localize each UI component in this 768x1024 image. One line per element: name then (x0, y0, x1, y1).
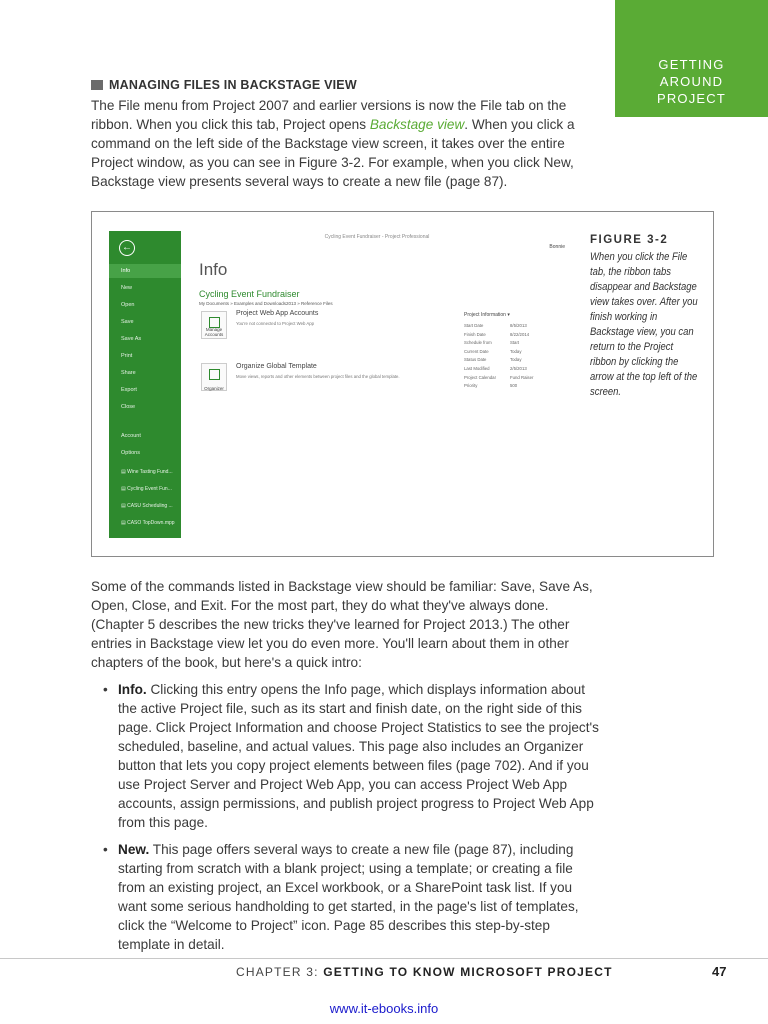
project-info-key: Schedule from (464, 340, 492, 346)
page-number: 47 (712, 964, 727, 979)
section-heading (91, 78, 357, 92)
project-info-row (464, 332, 564, 337)
list-item (100, 840, 600, 954)
project-info-value: 500 (510, 383, 518, 389)
heading-square-icon (91, 80, 103, 90)
project-info-key: Current Date (464, 348, 489, 354)
project-info-row (464, 375, 564, 380)
backstage-sidebar (109, 231, 181, 538)
side-tab-line-3: PROJECT (656, 91, 727, 106)
bullet-term: Info. (118, 682, 147, 697)
project-info-value: Fund Raiser (510, 374, 534, 380)
backstage-menu-item[interactable]: Save As (121, 336, 142, 342)
organizer-icon (209, 369, 220, 380)
backstage-menu-item[interactable]: Print (121, 353, 133, 359)
organize-template-desc: Move views, reports and other elements between project files and the global template. (236, 374, 400, 379)
recent-file-item[interactable]: ▤ Cycling Event Fun... (121, 486, 172, 492)
recent-file-item[interactable]: ▤ CASU Scheduling ... (121, 503, 173, 509)
intro-paragraph (91, 96, 599, 191)
project-info-row (464, 349, 564, 354)
backstage-view-link[interactable]: Backstage view (369, 117, 465, 132)
project-info-key: Start Date (464, 323, 484, 328)
project-info-key: Status Date (464, 357, 487, 363)
backstage-menu-item[interactable]: Close (121, 404, 136, 410)
pwa-accounts-heading: Project Web App Accounts (236, 310, 319, 317)
project-info-key: Last Modified (464, 366, 490, 371)
project-info-key: Priority (464, 383, 478, 389)
bullet-dot: • (103, 842, 108, 857)
project-info-value: 2/5/2013 (510, 366, 527, 371)
bullet-text: This page offers several ways to create a new file (page 87), including starting from scratch with a blank project; using a template; or creating a file from an existing project, an Excel workbook, or a SharePoint task list. If you want some serious handholding to get started, in the page's list of templates, click the “Welcome to Project” icon. Page 85 describes this step-by-step template in detail. (118, 842, 579, 952)
backstage-menu-item[interactable]: Share (121, 370, 136, 376)
side-tab-line-1: GETTING (658, 57, 725, 72)
backstage-menu-item[interactable]: Info (109, 264, 181, 278)
watermark-url[interactable]: www.it-ebooks.info (329, 1001, 439, 1016)
footer-divider (0, 958, 768, 959)
info-title: Info (199, 260, 228, 279)
organizer-label: Organizer (204, 386, 224, 391)
backstage-menu-item[interactable]: Options (121, 450, 140, 456)
footer-chapter-title: GETTING TO KNOW MICROSOFT PROJECT (323, 965, 613, 979)
bullet-term: New. (118, 842, 150, 857)
bullet-list (100, 680, 600, 954)
body-text: Some of the commands listed in Backstage view should be familiar: Save, Save As, Open, Close, and Exit. For the most part, they do what they've always done. (Chapter 5 describes the new tricks they've learned for Project 2013.) The other entries in Backstage view let you do even more. You'll learn about them in other chapters of the book, but here's a quick intro: (91, 579, 593, 670)
body-paragraph (91, 577, 599, 672)
figure-label: FIGURE 3-2 (590, 234, 669, 246)
backstage-menu-item[interactable]: Account (121, 433, 141, 439)
recent-file-item[interactable]: ▤ Wine Tasting Fund... (121, 469, 173, 475)
pwa-accounts-desc: You're not connected to Project Web App (236, 321, 314, 326)
figure-caption-text: When you click the File tab, the ribbon tabs disappear and Backstage view takes over. After you finish working in Backstage view, you can return to the Project ribbon by clicking the arrow at the top left of the screen. (590, 251, 698, 398)
chapter-side-tab (615, 0, 768, 117)
backstage-menu-item[interactable]: Open (121, 302, 135, 308)
project-info-value: 8/22/2014 (510, 331, 530, 337)
footer-chapter (236, 965, 613, 979)
project-info-value: 8/5/2013 (510, 323, 527, 328)
figure-caption (590, 234, 700, 400)
project-info-row (464, 340, 564, 345)
section-heading-text: MANAGING FILES IN BACKSTAGE VIEW (109, 78, 357, 92)
project-info-key: Project Calendar (464, 374, 497, 380)
manage-accounts-label: Manage Accounts (204, 327, 224, 337)
backstage-main (181, 231, 573, 538)
intro-text-1: The File menu from Project 2007 and earlier versions is now the File tab on the ribbon. When you click this tab, Project opens (91, 98, 567, 132)
project-info-row (464, 366, 564, 371)
recent-file-item[interactable]: ▤ CASO TopDown.mpp (121, 520, 175, 526)
project-information-dropdown[interactable]: Project Information ▾ (464, 312, 510, 318)
figure-3-2 (91, 211, 714, 557)
project-info-value: Start (510, 340, 520, 346)
bullet-dot: • (103, 682, 108, 697)
window-title: Cycling Event Fundraiser - Project Professional (324, 234, 430, 240)
bullet-text: Clicking this entry opens the Info page, which displays information about the active Project file, such as its start and finish date, on the right side of this page. Click Project Information and choose Project Statistics to see the project's scheduled, baseline, and actual values. This page also includes an Organizer button that lets you copy project elements between files (page 702). And if you use Project Server and Project Web App, you can access Project Web App accounts, assign permissions, and publish project progress to Project Web App from this page. (118, 682, 599, 830)
intro-text-2: . When you click a command on the left side of the Backstage view screen, it takes over the entire Project window, as you can see in Figure 3-2. For example, when you click New, Backstage view presents several ways to create a new file (page 87). (91, 117, 575, 189)
project-info-value: Today (510, 348, 522, 354)
project-info-row (464, 357, 564, 362)
user-name: Bonnie (549, 244, 565, 250)
backstage-screenshot (109, 231, 573, 538)
side-tab-line-2: AROUND (659, 74, 724, 89)
back-arrow-icon[interactable]: ← (119, 240, 135, 256)
file-path: My Documents » Examples and Downloads2013 » Reference Files (199, 301, 333, 306)
list-item (100, 680, 600, 832)
backstage-menu-item[interactable]: Export (121, 387, 137, 393)
file-name: Cycling Event Fundraiser (199, 289, 300, 299)
footer-chapter-number: CHAPTER 3: (236, 965, 324, 979)
project-info-row (464, 383, 564, 388)
backstage-menu-item[interactable]: New (121, 285, 133, 291)
project-info-key: Finish Date (464, 331, 486, 337)
organize-template-heading: Organize Global Template (236, 363, 317, 370)
project-info-value: Today (510, 357, 522, 363)
project-info-row (464, 323, 564, 328)
backstage-menu-item[interactable]: Save (121, 319, 134, 325)
